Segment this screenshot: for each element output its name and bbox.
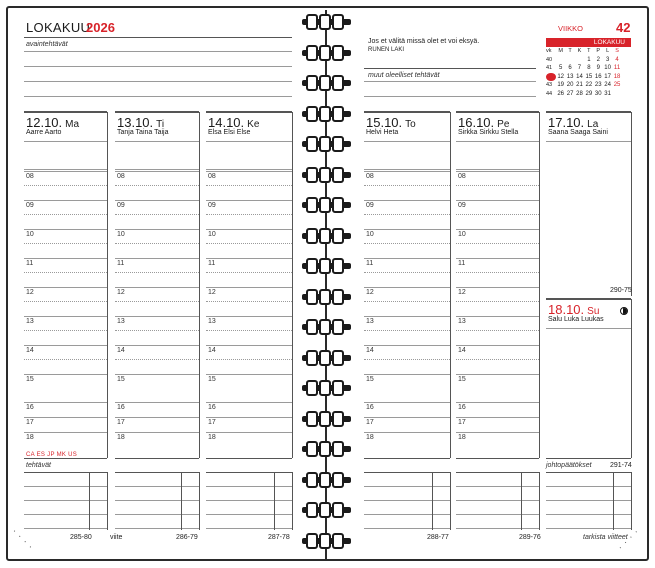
hour-line[interactable] xyxy=(24,258,107,259)
day-weekday: Ke xyxy=(247,119,260,130)
hour-label: 14 xyxy=(366,347,374,354)
task-line[interactable] xyxy=(24,514,107,515)
hour-line[interactable] xyxy=(24,316,107,317)
task-line[interactable] xyxy=(546,528,631,529)
half-hour-line[interactable] xyxy=(24,185,107,186)
mini-calendar-week-current: 42 12 13 14 15 16 17 18 xyxy=(546,73,621,80)
hour-label: 13 xyxy=(366,318,374,325)
header-rule xyxy=(24,37,292,38)
day-date: 15.10. xyxy=(366,115,403,130)
hour-line[interactable] xyxy=(24,417,107,418)
half-hour-line[interactable] xyxy=(24,243,107,244)
half-hour-line[interactable] xyxy=(206,243,292,244)
half-hour-line[interactable] xyxy=(206,185,292,186)
mini-calendar-week: 44 26 27 28 29 30 31 xyxy=(546,90,611,97)
hour-line[interactable] xyxy=(456,417,539,418)
key-tasks-label: avaintehtävät xyxy=(26,41,68,48)
memo-line[interactable] xyxy=(115,141,199,142)
hour-line[interactable] xyxy=(206,287,292,288)
spiral-ring xyxy=(298,380,355,396)
day-column-border xyxy=(631,299,632,458)
day-weekday: Ti xyxy=(156,119,165,130)
page-number-fri: 289-76 xyxy=(519,534,541,541)
hour-line[interactable] xyxy=(206,316,292,317)
other-task-line[interactable] xyxy=(364,81,536,82)
hour-label: 13 xyxy=(458,318,466,325)
quote-author: RUNEN LAKI xyxy=(368,47,405,53)
key-task-line[interactable] xyxy=(24,51,292,52)
hour-label: 14 xyxy=(26,347,34,354)
spiral-ring xyxy=(298,75,355,91)
hour-line[interactable] xyxy=(456,200,539,201)
task-checkbox-column xyxy=(181,472,182,530)
task-box-rule xyxy=(115,472,199,473)
hour-label: 08 xyxy=(26,173,34,180)
task-box-rule xyxy=(206,472,292,473)
memo-line[interactable] xyxy=(206,169,292,170)
hour-label: 09 xyxy=(208,202,216,209)
half-hour-line[interactable] xyxy=(24,272,107,273)
hour-line[interactable] xyxy=(206,200,292,201)
day-weekday: La xyxy=(587,119,599,130)
hour-line[interactable] xyxy=(456,287,539,288)
task-box-border xyxy=(450,472,451,530)
page-number-wed: 287-78 xyxy=(268,534,290,541)
spiral-ring xyxy=(298,533,355,549)
half-hour-line[interactable] xyxy=(206,301,292,302)
hour-label: 08 xyxy=(458,173,466,180)
hour-label: 18 xyxy=(26,434,34,441)
spiral-ring xyxy=(298,197,355,213)
spiral-ring xyxy=(298,136,355,152)
hour-label: 09 xyxy=(26,202,34,209)
mini-calendar-week: 40 1 2 3 4 xyxy=(546,56,619,63)
flag-days: CA ES JP MK US xyxy=(26,452,78,458)
day-weekday: Ma xyxy=(65,119,80,130)
hour-line[interactable] xyxy=(456,171,539,172)
day-header-rule xyxy=(206,111,292,113)
hour-line[interactable] xyxy=(115,316,199,317)
half-hour-line[interactable] xyxy=(115,301,199,302)
half-hour-line[interactable] xyxy=(456,214,539,215)
task-line[interactable] xyxy=(206,486,292,487)
task-box-rule xyxy=(364,472,450,473)
hour-label: 12 xyxy=(366,289,374,296)
hour-label: 16 xyxy=(458,404,466,411)
hour-label: 17 xyxy=(208,419,216,426)
hour-line[interactable] xyxy=(24,200,107,201)
task-line[interactable] xyxy=(364,486,450,487)
hour-line[interactable] xyxy=(115,287,199,288)
name-day: Saana Saaga Saini xyxy=(548,129,608,136)
task-checkbox-column xyxy=(89,472,90,530)
hour-line[interactable] xyxy=(206,229,292,230)
hour-line[interactable] xyxy=(115,229,199,230)
day-header-rule xyxy=(546,111,631,113)
memo-line[interactable] xyxy=(206,141,292,142)
task-line[interactable] xyxy=(24,528,107,529)
hour-label: 17 xyxy=(117,419,125,426)
name-day: Tanja Taina Taija xyxy=(117,129,169,136)
hour-label: 14 xyxy=(458,347,466,354)
task-line[interactable] xyxy=(24,500,107,501)
day-weekday: Su xyxy=(587,306,600,317)
hour-line[interactable] xyxy=(115,200,199,201)
task-line[interactable] xyxy=(546,500,631,501)
hour-line[interactable] xyxy=(364,374,450,375)
task-checkbox-column xyxy=(521,472,522,530)
hour-label: 13 xyxy=(26,318,34,325)
spiral-ring xyxy=(298,472,355,488)
task-box-border xyxy=(199,472,200,530)
memo-line[interactable] xyxy=(24,169,107,170)
reference-label: viite xyxy=(110,534,123,541)
mini-calendar-weekdays: vk M T K T P L S xyxy=(546,48,619,54)
hour-label: 09 xyxy=(458,202,466,209)
hour-line[interactable] xyxy=(115,374,199,375)
mini-calendar-week: 41 5 6 7 8 9 10 11 xyxy=(546,65,621,71)
task-line[interactable] xyxy=(24,486,107,487)
spiral-ring xyxy=(298,350,355,366)
hour-line[interactable] xyxy=(456,374,539,375)
hour-label: 11 xyxy=(366,260,374,267)
task-box-rule xyxy=(24,472,107,473)
mini-calendar-month: LOKAKUU xyxy=(546,38,631,47)
hour-line[interactable] xyxy=(206,417,292,418)
mini-calendar-week: 43 19 20 21 22 23 24 25 xyxy=(546,82,621,88)
page-number-thu: 288-77 xyxy=(427,534,449,541)
task-line[interactable] xyxy=(364,514,450,515)
tasks-label: tehtävät xyxy=(26,462,51,469)
half-hour-line[interactable] xyxy=(364,214,450,215)
task-line[interactable] xyxy=(456,514,539,515)
day-date: 16.10. xyxy=(458,115,495,130)
day-date: 18.10. xyxy=(548,302,585,317)
hour-label: 18 xyxy=(117,434,125,441)
month-title: LOKAKUU xyxy=(26,20,91,35)
hour-label: 15 xyxy=(458,376,466,383)
name-day: Salu Luka Luukas xyxy=(548,316,604,323)
memo-line[interactable] xyxy=(546,141,631,142)
key-task-line[interactable] xyxy=(24,81,292,82)
task-line[interactable] xyxy=(115,528,199,529)
hour-label: 18 xyxy=(458,434,466,441)
task-line[interactable] xyxy=(115,500,199,501)
hour-label: 09 xyxy=(366,202,374,209)
hour-line[interactable] xyxy=(115,402,199,403)
task-box-border xyxy=(539,472,540,530)
day-end-rule xyxy=(456,458,539,459)
day-end-rule xyxy=(115,458,199,459)
half-hour-line[interactable] xyxy=(24,330,107,331)
day-column-border xyxy=(107,112,108,458)
hour-label: 18 xyxy=(366,434,374,441)
memo-line[interactable] xyxy=(546,328,631,329)
task-box-border xyxy=(631,472,632,530)
hour-label: 18 xyxy=(208,434,216,441)
hour-label: 10 xyxy=(26,231,34,238)
spiral-ring xyxy=(298,258,355,274)
hour-line[interactable] xyxy=(364,171,450,172)
half-hour-line[interactable] xyxy=(364,330,450,331)
year: 2026 xyxy=(86,20,115,35)
hour-label: 12 xyxy=(26,289,34,296)
hour-line[interactable] xyxy=(115,345,199,346)
half-hour-line[interactable] xyxy=(364,301,450,302)
spiral-ring xyxy=(298,411,355,427)
hour-label: 08 xyxy=(117,173,125,180)
hour-label: 15 xyxy=(366,376,374,383)
moon-phase-icon xyxy=(620,307,628,315)
other-task-line[interactable] xyxy=(364,96,536,97)
hour-line[interactable] xyxy=(364,316,450,317)
hour-line[interactable] xyxy=(364,287,450,288)
hour-line[interactable] xyxy=(206,258,292,259)
hour-line[interactable] xyxy=(456,316,539,317)
week-label: VIIKKO xyxy=(558,24,584,33)
hour-line[interactable] xyxy=(115,432,199,433)
task-line[interactable] xyxy=(115,486,199,487)
hour-label: 11 xyxy=(26,260,34,267)
name-day: Sirkka Sirkku Stella xyxy=(458,129,519,136)
day-date: 12.10. xyxy=(26,115,63,130)
day-date: 14.10. xyxy=(208,115,245,130)
task-line[interactable] xyxy=(206,514,292,515)
name-day: Elsa Elsi Else xyxy=(208,129,251,136)
hour-line[interactable] xyxy=(24,171,107,172)
hour-line[interactable] xyxy=(24,345,107,346)
quote-text: Jos et välitä missä olet et voi eksyä. xyxy=(368,38,480,45)
hour-label: 17 xyxy=(366,419,374,426)
spiral-ring xyxy=(298,45,355,61)
half-hour-line[interactable] xyxy=(456,301,539,302)
header-rule-right xyxy=(364,68,536,69)
task-checkbox-column xyxy=(432,472,433,530)
other-tasks-label: muut oleelliset tehtävät xyxy=(368,72,440,79)
hour-line[interactable] xyxy=(115,258,199,259)
day-weekday: Pe xyxy=(497,119,510,130)
hour-line[interactable] xyxy=(24,287,107,288)
task-line[interactable] xyxy=(364,528,450,529)
day-header-rule xyxy=(115,111,199,113)
task-checkbox-column xyxy=(613,472,614,530)
name-day: Helvi Heta xyxy=(366,129,399,136)
hour-line[interactable] xyxy=(24,432,107,433)
half-hour-line[interactable] xyxy=(364,272,450,273)
page-number-sat: 290-75 xyxy=(610,287,632,294)
day-date: 17.10. xyxy=(548,115,585,130)
task-line[interactable] xyxy=(456,500,539,501)
hour-label: 17 xyxy=(26,419,34,426)
hour-label: 14 xyxy=(117,347,125,354)
day-column-border xyxy=(450,112,451,458)
day-end-rule xyxy=(546,458,631,459)
hour-label: 10 xyxy=(458,231,466,238)
spiral-ring xyxy=(298,228,355,244)
half-hour-line[interactable] xyxy=(206,214,292,215)
half-hour-line[interactable] xyxy=(456,359,539,360)
hour-label: 14 xyxy=(208,347,216,354)
hour-line[interactable] xyxy=(24,402,107,403)
conclusions-label: johtopäätökset xyxy=(546,462,592,469)
day-column-border xyxy=(539,112,540,458)
hour-line[interactable] xyxy=(364,200,450,201)
hour-label: 10 xyxy=(117,231,125,238)
half-hour-line[interactable] xyxy=(115,359,199,360)
memo-line[interactable] xyxy=(364,141,450,142)
page-number-mon: 285-80 xyxy=(70,534,92,541)
hour-label: 11 xyxy=(208,260,216,267)
day-weekday: To xyxy=(405,119,416,130)
task-box-rule xyxy=(456,472,539,473)
hour-line[interactable] xyxy=(456,402,539,403)
hour-line[interactable] xyxy=(364,402,450,403)
memo-line[interactable] xyxy=(456,141,539,142)
hour-label: 17 xyxy=(458,419,466,426)
task-box-border xyxy=(292,472,293,530)
half-hour-line[interactable] xyxy=(456,330,539,331)
half-hour-line[interactable] xyxy=(115,272,199,273)
corner-ornament: · · · · xyxy=(10,526,37,552)
half-hour-line[interactable] xyxy=(115,330,199,331)
page-number-tue: 286-79 xyxy=(176,534,198,541)
half-hour-line[interactable] xyxy=(206,272,292,273)
task-line[interactable] xyxy=(546,514,631,515)
check-references-label: tarkista viitteet xyxy=(583,534,628,541)
day-header-rule xyxy=(24,111,107,113)
day-column-border xyxy=(199,112,200,458)
hour-line[interactable] xyxy=(364,417,450,418)
hour-line[interactable] xyxy=(206,402,292,403)
hour-label: 08 xyxy=(366,173,374,180)
hour-label: 10 xyxy=(366,231,374,238)
mini-calendar xyxy=(546,38,631,98)
memo-line[interactable] xyxy=(115,169,199,170)
day-column-border xyxy=(292,112,293,458)
hour-line[interactable] xyxy=(364,345,450,346)
hour-label: 11 xyxy=(458,260,466,267)
hour-line[interactable] xyxy=(24,229,107,230)
task-line[interactable] xyxy=(206,528,292,529)
name-day: Aarre Aarto xyxy=(26,129,62,136)
key-task-line[interactable] xyxy=(24,66,292,67)
half-hour-line[interactable] xyxy=(24,301,107,302)
day-header-rule xyxy=(364,111,450,113)
half-hour-line[interactable] xyxy=(115,214,199,215)
spiral-ring xyxy=(298,319,355,335)
half-hour-line[interactable] xyxy=(364,243,450,244)
hour-line[interactable] xyxy=(115,417,199,418)
spiral-ring xyxy=(298,167,355,183)
half-hour-line[interactable] xyxy=(24,359,107,360)
spiral-ring xyxy=(298,14,355,30)
hour-label: 12 xyxy=(458,289,466,296)
task-box-border xyxy=(107,472,108,530)
task-line[interactable] xyxy=(364,500,450,501)
half-hour-line[interactable] xyxy=(364,359,450,360)
half-hour-line[interactable] xyxy=(364,185,450,186)
hour-label: 15 xyxy=(26,376,34,383)
hour-label: 12 xyxy=(208,289,216,296)
day-header-rule xyxy=(546,298,631,300)
week-number: 42 xyxy=(616,20,631,35)
hour-label: 15 xyxy=(117,376,125,383)
half-hour-line[interactable] xyxy=(456,243,539,244)
day-column-border xyxy=(631,112,632,296)
hour-line[interactable] xyxy=(364,432,450,433)
hour-line[interactable] xyxy=(115,171,199,172)
half-hour-line[interactable] xyxy=(456,185,539,186)
hour-line[interactable] xyxy=(206,171,292,172)
hour-line[interactable] xyxy=(456,258,539,259)
spiral-binding xyxy=(298,10,355,560)
key-task-line[interactable] xyxy=(24,96,292,97)
hour-line[interactable] xyxy=(456,432,539,433)
hour-label: 08 xyxy=(208,173,216,180)
task-line[interactable] xyxy=(546,486,631,487)
hour-line[interactable] xyxy=(24,374,107,375)
spiral-ring xyxy=(298,289,355,305)
day-end-rule xyxy=(364,458,450,459)
hour-line[interactable] xyxy=(206,345,292,346)
half-hour-line[interactable] xyxy=(206,330,292,331)
hour-line[interactable] xyxy=(206,432,292,433)
hour-label: 12 xyxy=(117,289,125,296)
day-header-rule xyxy=(456,111,539,113)
memo-line[interactable] xyxy=(24,141,107,142)
hour-line[interactable] xyxy=(456,345,539,346)
spiral-ring xyxy=(298,106,355,122)
hour-label: 09 xyxy=(117,202,125,209)
half-hour-line[interactable] xyxy=(115,185,199,186)
day-end-rule xyxy=(24,458,107,459)
hour-label: 10 xyxy=(208,231,216,238)
task-line[interactable] xyxy=(206,500,292,501)
hour-line[interactable] xyxy=(364,258,450,259)
task-checkbox-column xyxy=(274,472,275,530)
page-number-sun: 291-74 xyxy=(610,462,632,469)
hour-label: 16 xyxy=(208,404,216,411)
hour-label: 15 xyxy=(208,376,216,383)
memo-line[interactable] xyxy=(456,169,539,170)
spiral-ring xyxy=(298,441,355,457)
spiral-ring xyxy=(298,502,355,518)
hour-line[interactable] xyxy=(364,229,450,230)
task-box-rule xyxy=(546,472,631,473)
hour-label: 16 xyxy=(366,404,374,411)
half-hour-line[interactable] xyxy=(115,243,199,244)
hour-line[interactable] xyxy=(456,229,539,230)
half-hour-line[interactable] xyxy=(206,359,292,360)
day-end-rule xyxy=(206,458,292,459)
half-hour-line[interactable] xyxy=(456,272,539,273)
task-line[interactable] xyxy=(456,486,539,487)
hour-label: 16 xyxy=(117,404,125,411)
half-hour-line[interactable] xyxy=(24,214,107,215)
task-line[interactable] xyxy=(456,528,539,529)
memo-line[interactable] xyxy=(364,169,450,170)
day-date: 13.10. xyxy=(117,115,154,130)
hour-label: 11 xyxy=(117,260,125,267)
task-line[interactable] xyxy=(115,514,199,515)
hour-label: 13 xyxy=(117,318,125,325)
hour-label: 13 xyxy=(208,318,216,325)
corner-ornament: · · · · xyxy=(615,526,642,552)
hour-line[interactable] xyxy=(206,374,292,375)
hour-label: 16 xyxy=(26,404,34,411)
